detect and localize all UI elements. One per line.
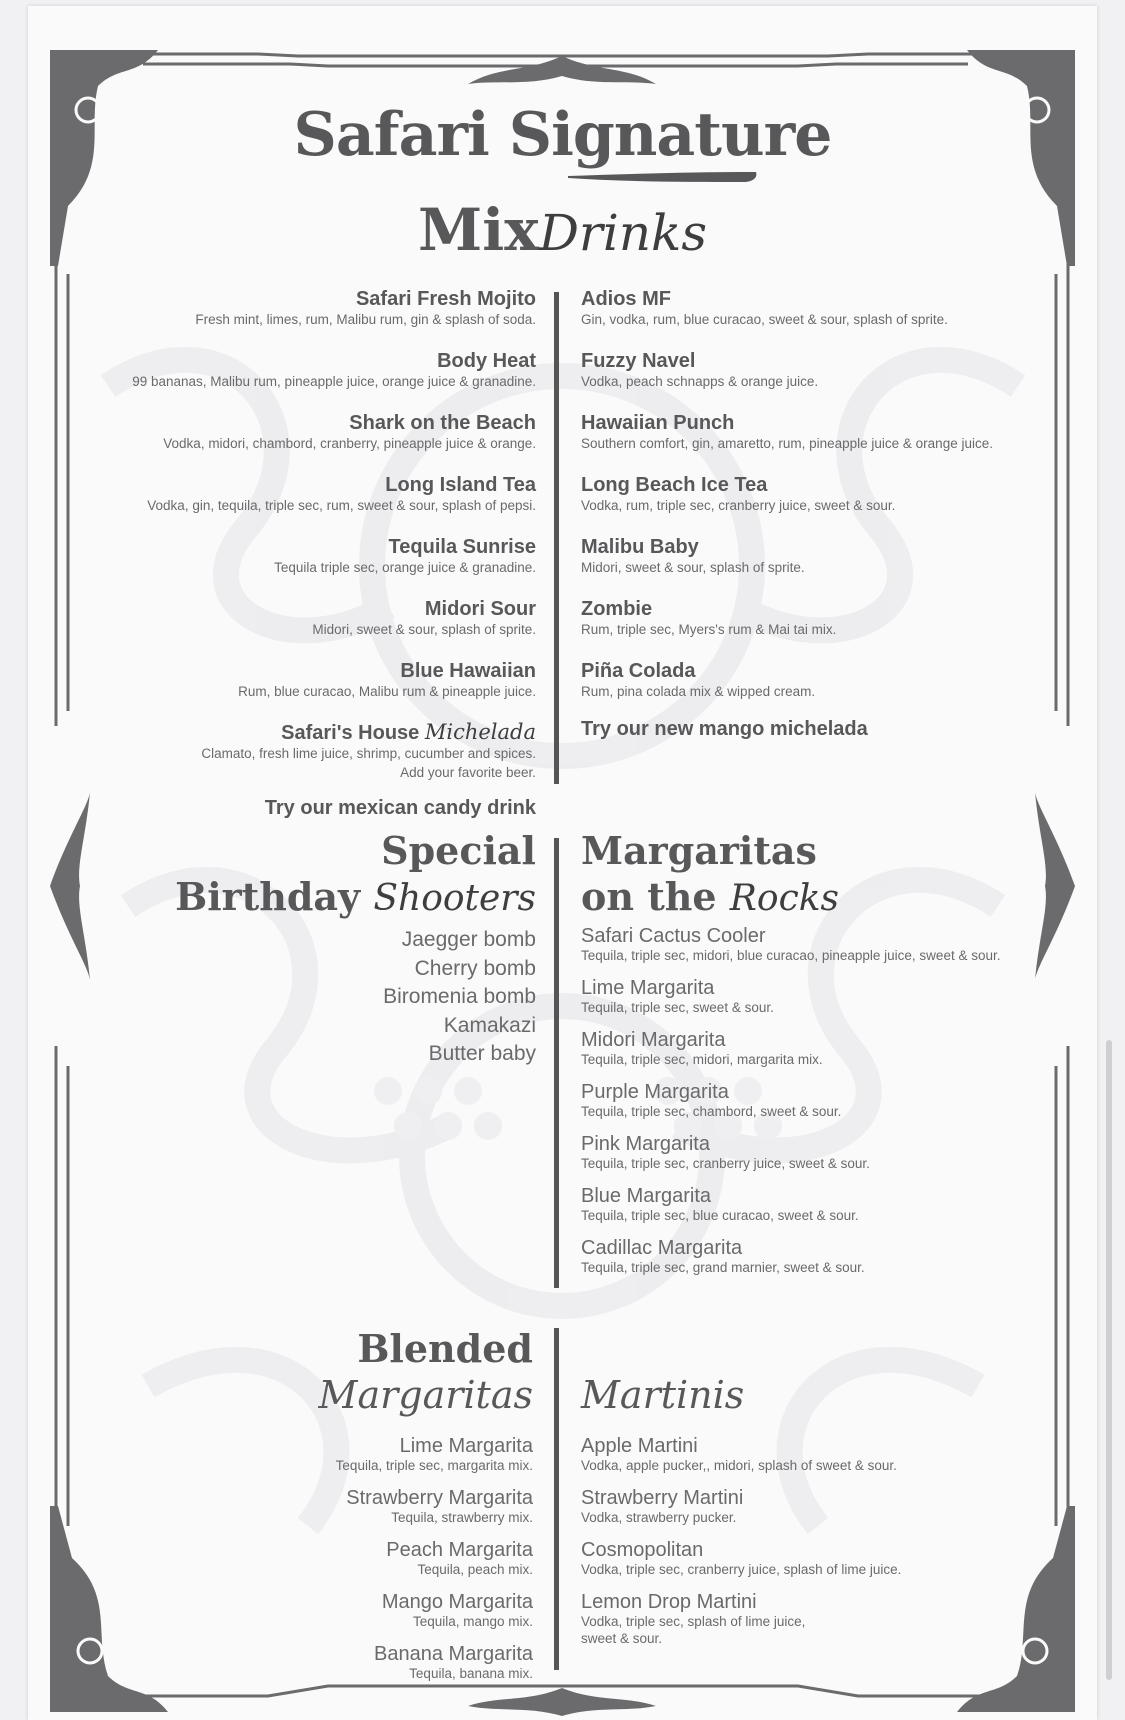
house-michelada-desc-2: Add your favorite beer. [400,765,536,780]
blended-item [88,1592,533,1630]
menu-title: Safari Signature [293,100,832,170]
mix-right-item-name: Malibu Baby [581,536,699,558]
blended-list [88,1436,533,1682]
mexican-candy-promo: Try our mexican candy drink [264,797,536,819]
blended-item-name: Strawberry Margarita [346,1487,533,1509]
martini-item-desc: Vodka, triple sec, cranberry juice, splash of lime juice. [581,1562,902,1577]
mix-left-item-name: Blue Hawaiian [400,660,536,682]
rocks-item [581,1030,1081,1068]
mix-left-item-desc: Vodka, gin, tequila, triple sec, rum, sweet & sour, splash of pepsi. [147,498,536,513]
mix-left-item-name: Tequila Sunrise [388,536,536,558]
mix-right-item-name: Piña Colada [581,660,696,682]
mix-left-item-desc: 99 bananas, Malibu rum, pineapple juice, orange juice & granadine. [132,374,536,389]
mix-right-item-desc: Vodka, rum, triple sec, cranberry juice, sweet & sour. [581,498,896,513]
martini-item-name: Apple Martini [581,1435,698,1457]
mix-right-item-name: Adios MF [581,288,671,310]
mix-right-item [581,412,1061,453]
mix-left-item [88,598,536,639]
rocks-item [581,1082,1081,1120]
mix-left-item-name: Long Island Tea [385,474,536,496]
martini-item [581,1488,1061,1526]
shooter-item: Butter baby [428,1042,536,1065]
martini-item-desc: Vodka, triple sec, splash of lime juice, [581,1614,806,1629]
divider-bottom [554,1328,559,1670]
rocks-item-name: Pink Margarita [581,1133,710,1155]
mix-left-item [88,412,536,453]
divider-middle [554,838,559,1288]
shooter-item: Cherry bomb [414,956,536,980]
rocks-list [581,926,1081,1276]
mix-right-list [581,288,1061,701]
mix-drinks-heading-main: Mix [418,196,539,264]
shooter-item: Kamakazi [443,1013,536,1037]
rocks-item-desc: Tequila, triple sec, grand marnier, sweet & sour. [581,1260,865,1275]
rocks-item [581,1134,1081,1172]
blended-item-desc: Tequila, mango mix. [412,1614,533,1629]
rocks-heading-1: Margaritas [581,828,817,873]
blended-item-desc: Tequila, strawberry mix. [391,1510,533,1525]
mix-drinks-heading [28,196,1097,264]
blended-item-name: Mango Margarita [381,1591,533,1613]
mix-right-item [581,536,1061,577]
mix-right-item-name: Fuzzy Navel [581,350,696,372]
rocks-item-desc: Tequila, triple sec, midori, blue curacao, pineapple juice, sweet & sour. [581,948,1001,963]
blended-item-name: Lime Margarita [399,1435,533,1457]
mix-left-item-desc: Fresh mint, limes, rum, Malibu rum, gin & splash of soda. [195,312,536,327]
rocks-item-desc: Tequila, triple sec, midori, margarita mix. [581,1052,823,1067]
blended-section [88,1326,533,1696]
rocks-item-name: Lime Margarita [581,977,715,999]
martinis-heading-script: Martinis [581,1373,745,1417]
martini-item [581,1436,1061,1474]
rocks-item-name: Safari Cactus Cooler [581,925,766,947]
rocks-item [581,978,1081,1016]
shooter-item: Jaegger bomb [401,928,536,951]
rocks-item-desc: Tequila, triple sec, cranberry juice, sweet & sour. [581,1156,870,1171]
shooters-heading-1: Special [381,828,536,873]
mix-right-item [581,598,1061,639]
mix-left-item [88,350,536,391]
mix-drinks-left [88,288,536,820]
mix-right-item [581,350,1061,391]
rocks-item-name: Blue Margarita [581,1185,712,1207]
shooters-heading-script: Shooters [373,878,536,919]
blended-item-name: Peach Margarita [386,1539,533,1561]
mix-left-item-name: Body Heat [437,350,536,372]
divider-mix [554,292,559,784]
mix-left-item-desc: Tequila triple sec, orange juice & granadine. [274,560,536,575]
mix-right-item-desc: Southern comfort, gin, amaretto, rum, pineapple juice & orange juice. [581,436,993,451]
house-michelada-name: Safari's House [281,722,420,744]
mix-left-item-name: Shark on the Beach [349,412,536,434]
mango-michelada-promo: Try our new mango michelada [581,718,868,740]
blended-item [88,1540,533,1578]
rocks-item [581,926,1081,964]
rocks-item [581,1238,1081,1276]
blended-item [88,1644,533,1682]
blended-heading-1: Blended [357,1326,533,1371]
house-michelada [88,721,536,782]
mix-drinks-right [581,288,1061,741]
shooters-heading-2 [88,874,536,922]
rocks-item-desc: Tequila, triple sec, sweet & sour. [581,1000,774,1015]
rocks-heading-2 [581,874,1081,922]
rocks-heading-script: Rocks [729,878,840,919]
mix-right-item-desc: Vodka, peach schnapps & orange juice. [581,374,819,389]
mix-left-item-desc: Midori, sweet & sour, splash of sprite. [312,622,536,637]
mix-right-item-name: Zombie [581,598,653,620]
blended-item-desc: Tequila, triple sec, margarita mix. [335,1458,533,1473]
martini-item-name: Strawberry Martini [581,1487,744,1509]
blended-item [88,1488,533,1526]
mix-right-item-desc: Rum, pina colada mix & wipped cream. [581,684,816,699]
rocks-heading-on-the: on the [581,874,717,919]
martini-item-name: Lemon Drop Martini [581,1591,757,1613]
blended-item-desc: Tequila, banana mix. [409,1666,533,1681]
mix-left-item [88,288,536,329]
mix-left-item [88,536,536,577]
martinis-list [581,1436,1061,1647]
shooters-heading-birthday: Birthday [175,874,361,919]
blended-item-name: Banana Margarita [374,1643,533,1665]
rocks-item-name: Purple Margarita [581,1081,729,1103]
scrollbar[interactable] [1106,1040,1112,1680]
shooters-list [88,926,536,1069]
mix-right-item-name: Hawaiian Punch [581,412,735,434]
rocks-item-name: Cadillac Margarita [581,1237,743,1259]
mix-drinks-heading-script: Drinks [538,204,707,262]
rocks-section [581,828,1081,1290]
mix-right-item [581,288,1061,329]
martini-item-desc: Vodka, apple pucker,, midori, splash of sweet & sour. [581,1458,897,1473]
martini-item-desc: Vodka, strawberry pucker. [581,1510,737,1525]
mix-right-item-name: Long Beach Ice Tea [581,474,768,496]
menu-page [28,6,1097,1720]
blended-item-desc: Tequila, peach mix. [417,1562,533,1577]
mix-left-item [88,474,536,515]
mix-right-item-desc: Rum, triple sec, Myers's rum & Mai tai mix. [581,622,837,637]
rocks-item-desc: Tequila, triple sec, blue curacao, sweet & sour. [581,1208,859,1223]
rocks-item [581,1186,1081,1224]
blended-heading-script: Margaritas [318,1373,533,1417]
mix-left-list [88,288,536,701]
mix-right-item [581,474,1061,515]
blended-item [88,1436,533,1474]
mix-left-item-desc: Rum, blue curacao, Malibu rum & pineapple juice. [238,684,536,699]
rocks-item-name: Midori Margarita [581,1029,726,1051]
martinis-section [581,1372,1061,1661]
house-michelada-desc-1: Clamato, fresh lime juice, shrimp, cucumber and spices. [201,746,536,761]
mix-left-item-name: Safari Fresh Mojito [355,288,536,310]
martini-item-name: Cosmopolitan [581,1539,704,1561]
mix-left-item [88,660,536,701]
mix-right-item-desc: Midori, sweet & sour, splash of sprite. [581,560,805,575]
house-michelada-script: Michelada [424,720,536,744]
mix-right-item-desc: Gin, vodka, rum, blue curacao, sweet & sour, splash of sprite. [581,312,948,327]
martini-item-desc-2: sweet & sour. [581,1631,663,1646]
martini-item [581,1540,1061,1578]
mix-left-item-desc: Vodka, midori, chambord, cranberry, pineapple juice & orange. [163,436,536,451]
rocks-item-desc: Tequila, triple sec, chambord, sweet & sour. [581,1104,842,1119]
shooter-item: Biromenia bomb [383,985,536,1008]
mix-left-item-name: Midori Sour [424,598,536,620]
mix-right-item [581,660,1061,701]
shooters-section [88,828,536,1069]
martini-item [581,1592,1061,1647]
